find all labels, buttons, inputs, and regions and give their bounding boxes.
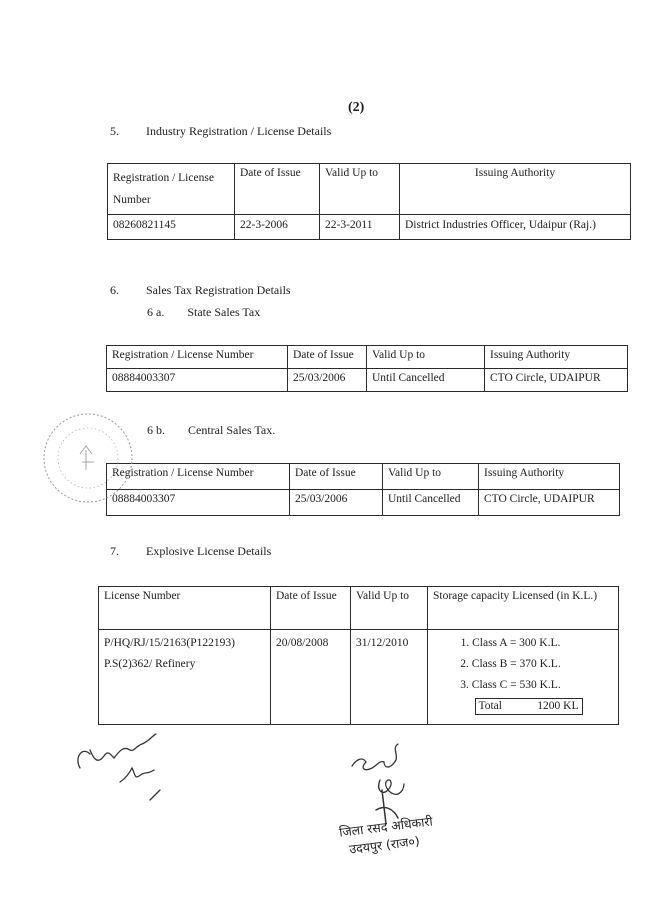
storage-capacity-cell xyxy=(428,630,619,725)
table-row xyxy=(107,369,628,392)
table-cell: CTO Circle, UDAIPUR xyxy=(485,369,628,392)
capacity-line: 1. Class A = 300 K.L. xyxy=(460,637,561,649)
section-title: Industry Registration / License Details xyxy=(146,124,332,138)
column-header: Date of Issue xyxy=(271,587,351,630)
stamp-line: उदयपुर (राज०) xyxy=(348,833,421,857)
capacity-line: 3. Class C = 530 K.L. xyxy=(460,679,561,691)
column-header: Valid Up to xyxy=(383,464,479,490)
table-row xyxy=(107,490,620,516)
table-cell: 08884003307 xyxy=(107,490,290,516)
column-header: License Number xyxy=(99,587,271,630)
table-row xyxy=(108,215,631,240)
column-header: Date of Issue xyxy=(290,464,383,490)
column-header: Storage capacity Licensed (in K.L.) xyxy=(428,587,619,630)
industry-registration-table xyxy=(107,163,631,240)
table-cell: 22-3-2006 xyxy=(235,215,320,240)
total-capacity-box xyxy=(475,698,583,715)
capacity-line: 2. Class B = 370 K.L. xyxy=(460,658,561,670)
column-header: Date of Issue xyxy=(288,346,367,369)
table-cell: 22-3-2011 xyxy=(320,215,400,240)
table-cell: 08260821145 xyxy=(108,215,235,240)
table-row xyxy=(99,630,619,725)
table-cell: 25/03/2006 xyxy=(288,369,367,392)
section-title: Sales Tax Registration Details xyxy=(146,283,291,297)
stamp-line: जिला रसद अधिकारी xyxy=(338,813,434,840)
total-label: Total xyxy=(478,700,502,712)
table-cell: CTO Circle, UDAIPUR xyxy=(479,490,620,516)
central-sales-tax-table xyxy=(106,463,620,516)
handwritten-signatures xyxy=(60,720,480,890)
table-cell: Until Cancelled xyxy=(367,369,485,392)
table-cell: District Industries Officer, Udaipur (Raj.) xyxy=(400,215,631,240)
column-header: Valid Up to xyxy=(351,587,428,630)
total-value: 1200 KL xyxy=(537,700,579,712)
column-header: Date of Issue xyxy=(235,164,320,215)
page-number: (2) xyxy=(348,100,365,115)
subsection-number: 6 b. xyxy=(147,423,165,437)
column-header: Valid Up to xyxy=(320,164,400,215)
subsection-6a-heading xyxy=(147,305,260,320)
section-number: 7. xyxy=(110,544,119,558)
section-title: Explosive License Details xyxy=(146,544,272,558)
license-line: P/HQ/RJ/15/2163(P122193) xyxy=(104,637,235,649)
subsection-6b-heading xyxy=(147,423,275,438)
table-cell: 20/08/2008 xyxy=(271,630,351,725)
license-line: P.S(2)362/ Refinery xyxy=(104,658,196,670)
state-sales-tax-table xyxy=(106,345,628,392)
subsection-number: 6 a. xyxy=(147,305,165,319)
subsection-title: State Sales Tax xyxy=(187,305,261,319)
column-header: Valid Up to xyxy=(367,346,485,369)
table-header-row xyxy=(99,587,619,630)
column-header: Registration / License Number xyxy=(107,464,290,490)
table-cell: Until Cancelled xyxy=(383,490,479,516)
section-number: 5. xyxy=(110,124,119,138)
column-header: Registration / License Number xyxy=(107,346,288,369)
column-header: Registration / License Number xyxy=(108,164,235,215)
table-cell: 25/03/2006 xyxy=(290,490,383,516)
table-header-row xyxy=(108,164,631,215)
table-header-row xyxy=(107,346,628,369)
office-seal-icon xyxy=(40,410,136,506)
column-header: Issuing Authority xyxy=(485,346,628,369)
table-cell: 31/12/2010 xyxy=(351,630,428,725)
table-cell: 08884003307 xyxy=(107,369,288,392)
section-number: 6. xyxy=(110,283,119,297)
explosive-license-table xyxy=(98,586,619,725)
table-header-row xyxy=(107,464,620,490)
column-header: Issuing Authority xyxy=(400,164,631,215)
license-number-cell xyxy=(99,630,271,725)
column-header: Issuing Authority xyxy=(479,464,620,490)
subsection-title: Central Sales Tax. xyxy=(188,423,276,437)
